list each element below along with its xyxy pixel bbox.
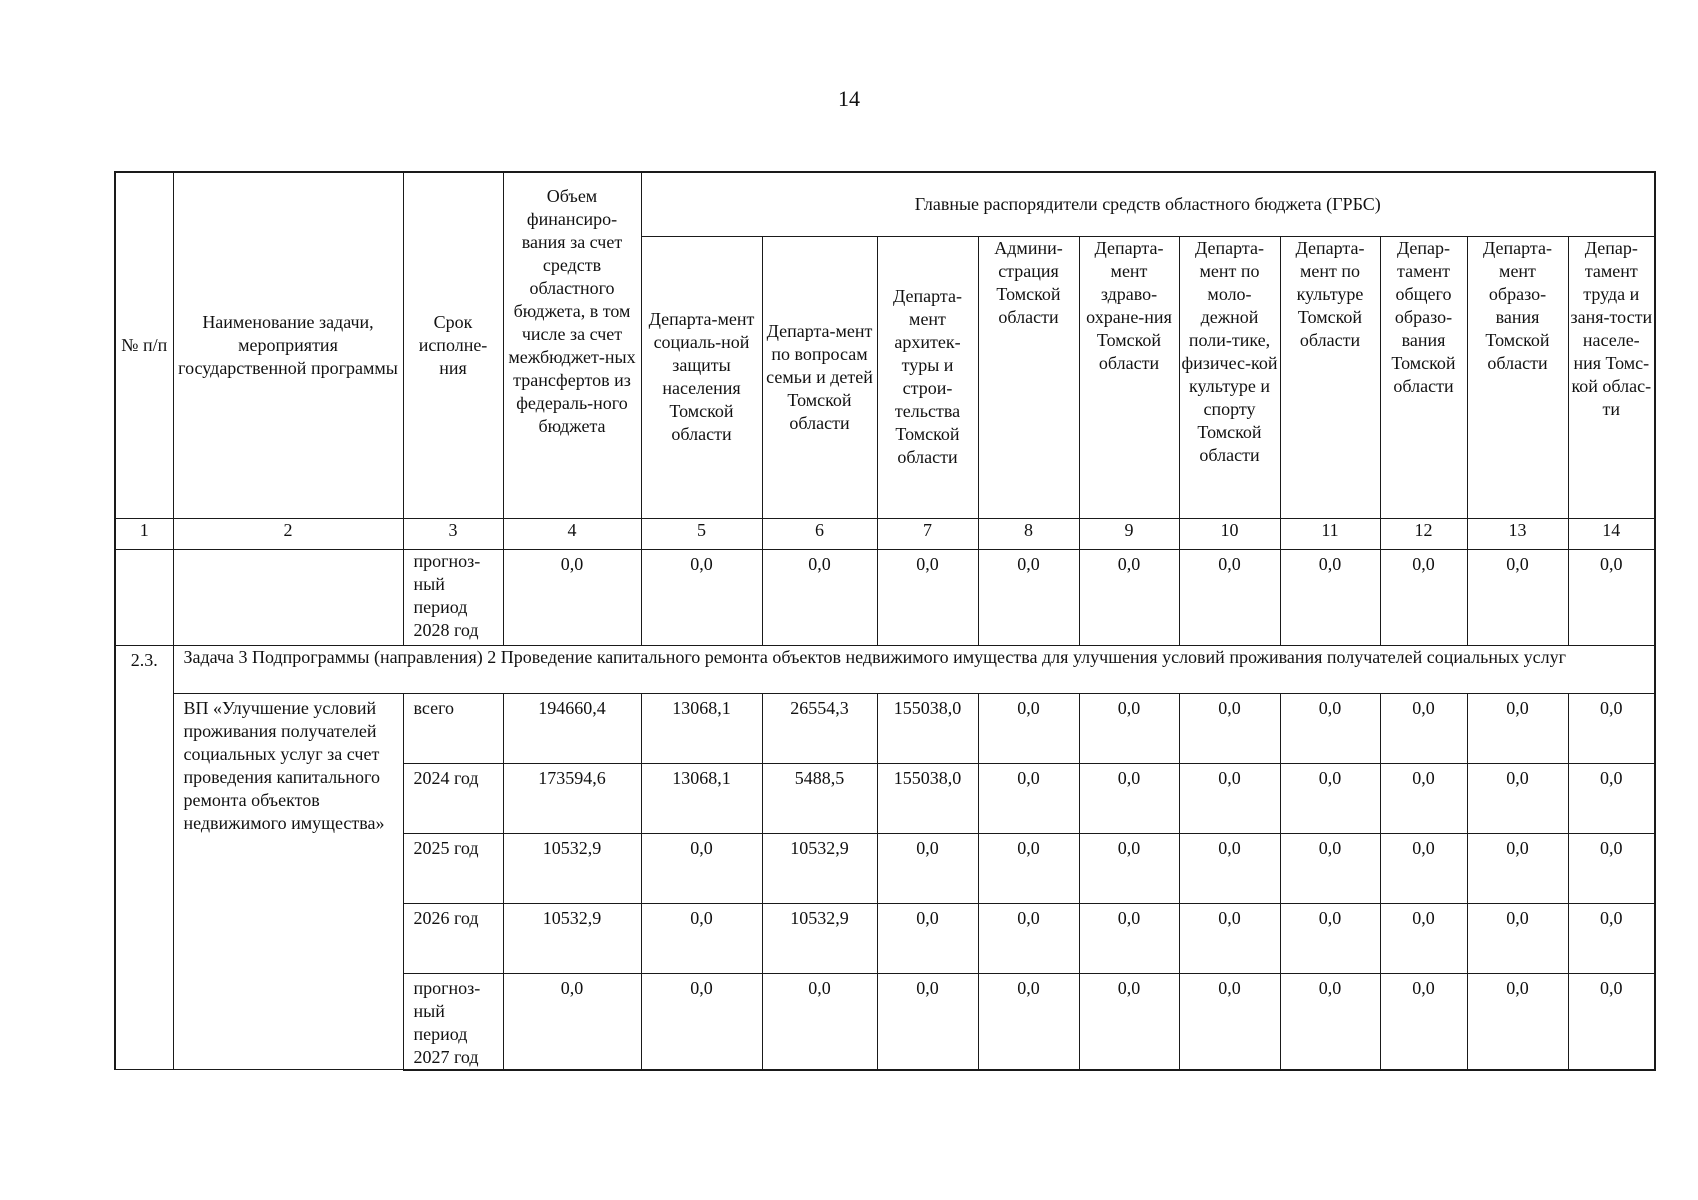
value-cell: 0,0 <box>978 833 1079 903</box>
term-cell: прогноз-ный период 2027 год <box>403 973 503 1070</box>
column-number: 11 <box>1280 518 1380 549</box>
value-cell: 0,0 <box>1179 549 1280 645</box>
value-cell: 0,0 <box>1179 903 1280 973</box>
value-cell: 10532,9 <box>503 833 641 903</box>
table-row-task <box>115 645 1655 693</box>
value-cell: 0,0 <box>1467 833 1568 903</box>
value-cell: 0,0 <box>1079 549 1179 645</box>
value-cell: 0,0 <box>1568 693 1655 763</box>
column-number: 9 <box>1079 518 1179 549</box>
value-cell: 13068,1 <box>641 763 762 833</box>
header-col-number: № п/п <box>115 172 173 518</box>
value-cell: 0,0 <box>1179 973 1280 1070</box>
value-cell: 0,0 <box>877 549 978 645</box>
column-number: 4 <box>503 518 641 549</box>
value-cell: 0,0 <box>1079 833 1179 903</box>
value-cell: 194660,4 <box>503 693 641 763</box>
value-cell: 0,0 <box>1280 973 1380 1070</box>
header-dept-youth-sport: Департа-мент по моло-дежной поли-тике, физичес-кой культуре и спорту Томской области <box>1179 236 1280 518</box>
header-dept-education: Департа-мент образо-вания Томской области <box>1467 236 1568 518</box>
value-cell: 0,0 <box>1568 763 1655 833</box>
value-cell: 0,0 <box>978 693 1079 763</box>
value-cell: 0,0 <box>1179 763 1280 833</box>
value-cell: 0,0 <box>1079 693 1179 763</box>
value-cell: 0,0 <box>1380 763 1467 833</box>
value-cell: 0,0 <box>1380 693 1467 763</box>
value-cell: 0,0 <box>877 903 978 973</box>
value-cell: 0,0 <box>641 973 762 1070</box>
row-number-cell <box>115 549 173 645</box>
value-cell: 0,0 <box>1280 833 1380 903</box>
term-cell: всего <box>403 693 503 763</box>
header-row-1 <box>115 172 1655 236</box>
value-cell: 0,0 <box>1280 549 1380 645</box>
value-cell: 0,0 <box>1280 693 1380 763</box>
value-cell: 0,0 <box>1568 833 1655 903</box>
value-cell: 173594,6 <box>503 763 641 833</box>
value-cell: 155038,0 <box>877 763 978 833</box>
column-number: 7 <box>877 518 978 549</box>
value-cell: 13068,1 <box>641 693 762 763</box>
value-cell: 26554,3 <box>762 693 877 763</box>
value-cell: 0,0 <box>1568 903 1655 973</box>
header-dept-labor: Депар-тамент труда и заня-тости населе-ния Томс-кой облас-ти <box>1568 236 1655 518</box>
task-title: Задача 3 Подпрограммы (направления) 2 Проведение капитального ремонта объектов недвижимого имущества для улучшения условий проживания получателей социальных услуг <box>173 645 1655 693</box>
header-dept-health: Департа-мент здраво-охране-ния Томской области <box>1079 236 1179 518</box>
value-cell: 0,0 <box>877 973 978 1070</box>
budget-table <box>114 171 1656 1071</box>
header-dept-family-children: Департа-мент по вопросам семьи и детей Томской области <box>762 236 877 518</box>
header-grbs: Главные распорядители средств областного бюджета (ГРБС) <box>641 172 1655 236</box>
value-cell: 0,0 <box>978 763 1079 833</box>
header-col-name: Наименование задачи, мероприятия государственной программы <box>173 172 403 518</box>
column-number: 14 <box>1568 518 1655 549</box>
value-cell: 0,0 <box>1179 693 1280 763</box>
value-cell: 0,0 <box>1568 549 1655 645</box>
value-cell: 155038,0 <box>877 693 978 763</box>
value-cell: 0,0 <box>1467 763 1568 833</box>
value-cell: 0,0 <box>1467 973 1568 1070</box>
column-number: 2 <box>173 518 403 549</box>
value-cell: 0,0 <box>978 549 1079 645</box>
value-cell: 0,0 <box>1079 973 1179 1070</box>
task-number: 2.3. <box>115 645 173 1070</box>
column-number: 1 <box>115 518 173 549</box>
value-cell: 0,0 <box>762 549 877 645</box>
header-dept-administration: Админи-страция Томской области <box>978 236 1079 518</box>
header-dept-architecture: Департа-мент архитек-туры и строи-тельства Томской области <box>877 236 978 518</box>
page-number: 14 <box>838 86 860 111</box>
header-dept-general-education: Депар-тамент общего образо-вания Томской области <box>1380 236 1467 518</box>
row-name-cell <box>173 549 403 645</box>
value-cell: 0,0 <box>503 973 641 1070</box>
column-number: 8 <box>978 518 1079 549</box>
value-cell: 0,0 <box>762 973 877 1070</box>
value-cell: 0,0 <box>877 833 978 903</box>
table-row-forecast-2028 <box>115 549 1655 645</box>
header-col-term: Срок исполне-ния <box>403 172 503 518</box>
value-cell: 10532,9 <box>762 903 877 973</box>
value-cell: 0,0 <box>1280 903 1380 973</box>
value-cell: 0,0 <box>1467 693 1568 763</box>
value-cell: 0,0 <box>1079 763 1179 833</box>
value-cell: 0,0 <box>1280 763 1380 833</box>
value-cell: 0,0 <box>1380 903 1467 973</box>
value-cell: 0,0 <box>978 903 1079 973</box>
value-cell: 0,0 <box>641 833 762 903</box>
value-cell: 0,0 <box>1467 903 1568 973</box>
value-cell: 0,0 <box>1380 833 1467 903</box>
column-number: 5 <box>641 518 762 549</box>
value-cell: 0,0 <box>1467 549 1568 645</box>
term-cell: 2025 год <box>403 833 503 903</box>
activity-name: ВП «Улучшение условий проживания получателей социальных услуг за счет проведения капитального ремонта объектов недвижимого имущества» <box>173 693 403 1070</box>
value-cell: 0,0 <box>503 549 641 645</box>
value-cell: 5488,5 <box>762 763 877 833</box>
value-cell: 0,0 <box>978 973 1079 1070</box>
value-cell: 10532,9 <box>503 903 641 973</box>
value-cell: 0,0 <box>1179 833 1280 903</box>
value-cell: 0,0 <box>641 549 762 645</box>
column-number: 10 <box>1179 518 1280 549</box>
value-cell: 10532,9 <box>762 833 877 903</box>
column-number: 13 <box>1467 518 1568 549</box>
value-cell: 0,0 <box>1079 903 1179 973</box>
term-cell: 2024 год <box>403 763 503 833</box>
value-cell: 0,0 <box>1568 973 1655 1070</box>
header-dept-culture: Департа-мент по культуре Томской области <box>1280 236 1380 518</box>
table-row-total <box>115 693 1655 763</box>
column-number: 6 <box>762 518 877 549</box>
column-number: 12 <box>1380 518 1467 549</box>
term-cell: прогноз-ный период 2028 год <box>403 549 503 645</box>
column-numbers-row <box>115 518 1655 549</box>
value-cell: 0,0 <box>1380 549 1467 645</box>
header-dept-social-protection: Департа-мент социаль-ной защиты населения Томской области <box>641 236 762 518</box>
header-col-volume: Объем финансиро-вания за счет средств областного бюджета, в том числе за счет межбюджет-ных трансфертов из федераль-ного бюджета <box>503 172 641 518</box>
term-cell: 2026 год <box>403 903 503 973</box>
value-cell: 0,0 <box>1380 973 1467 1070</box>
value-cell: 0,0 <box>641 903 762 973</box>
column-number: 3 <box>403 518 503 549</box>
